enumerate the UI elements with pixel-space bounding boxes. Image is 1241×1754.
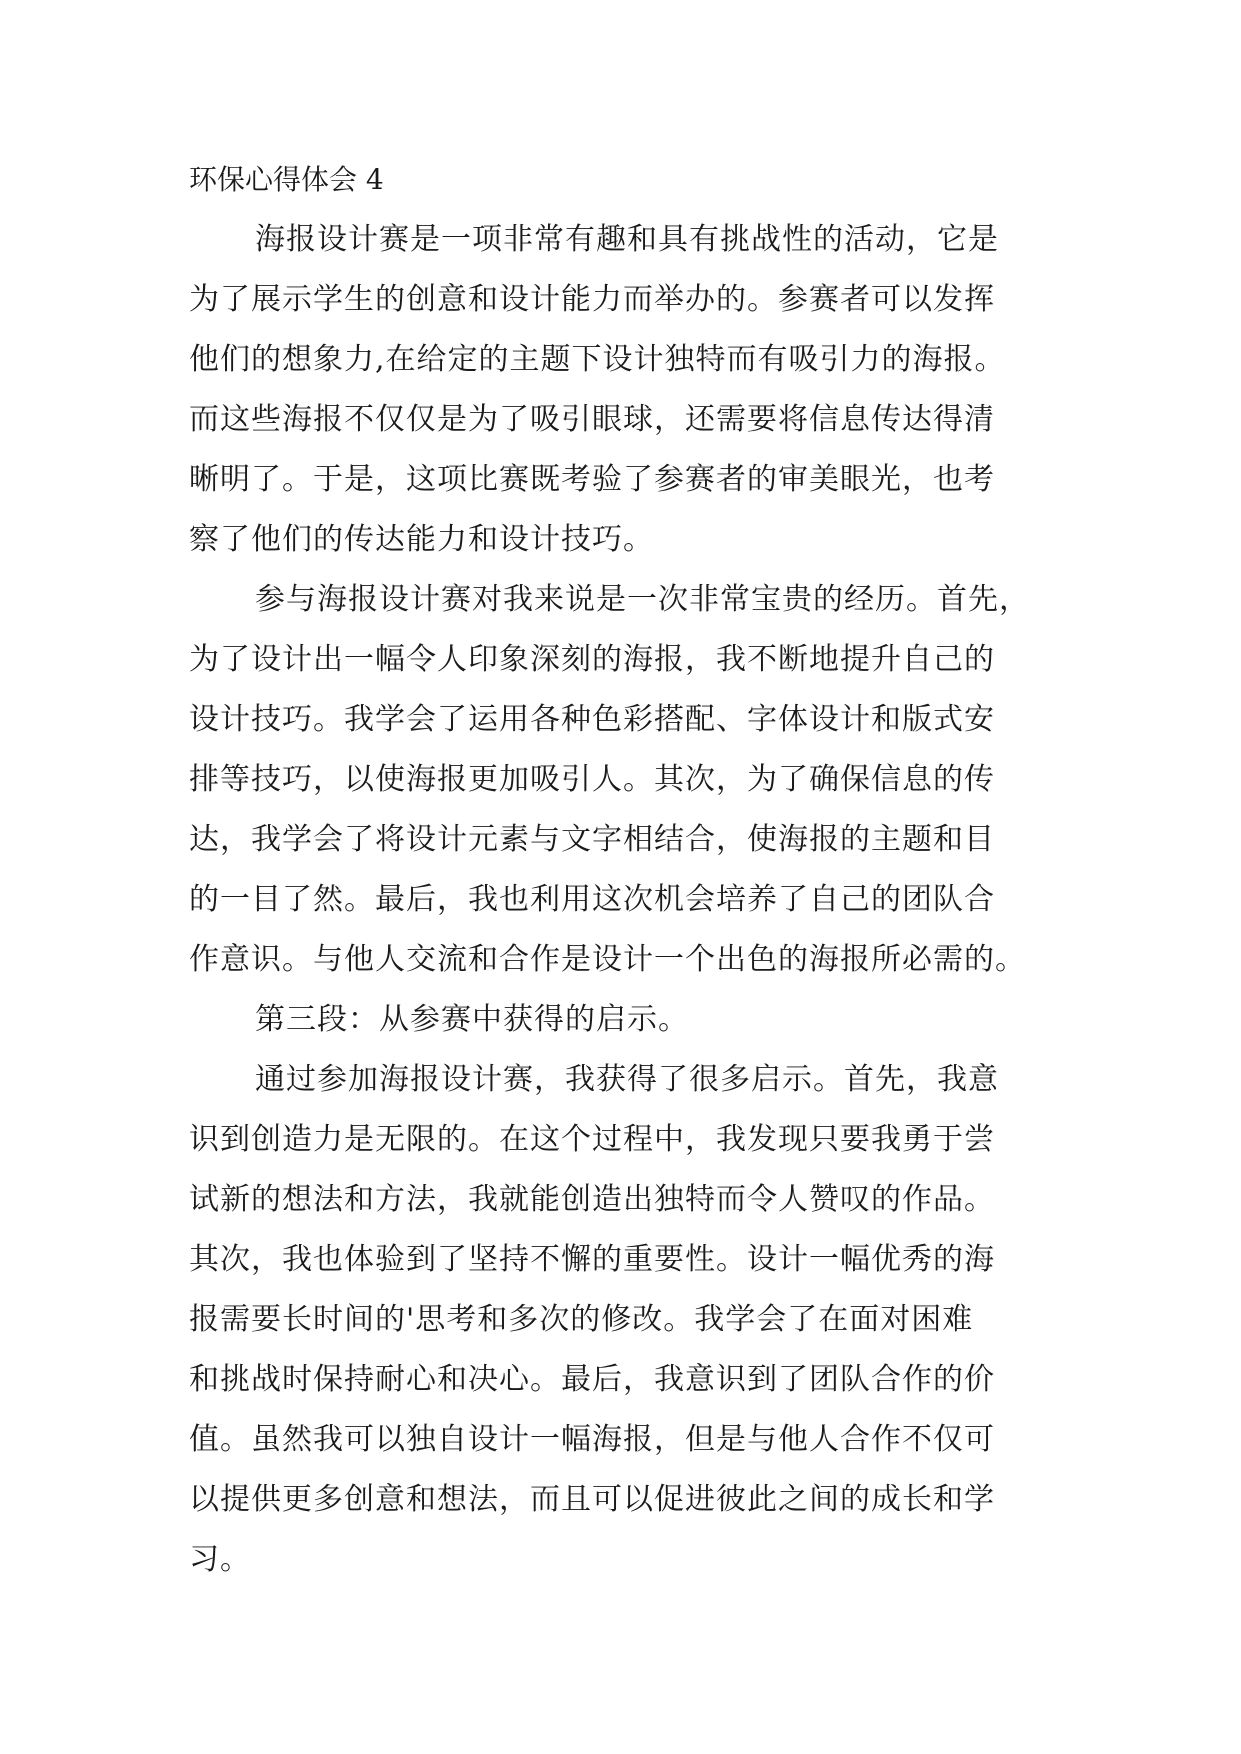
paragraph-line: 海报设计赛是一项非常有趣和具有挑战性的活动，它是	[255, 222, 999, 257]
paragraph-line: 其次，我也体验到了坚持不懈的重要性。设计一幅优秀的海	[189, 1242, 995, 1277]
paragraph-line: 和挑战时保持耐心和决心。最后，我意识到了团队合作的价	[189, 1362, 995, 1397]
paragraph-line: 他们的想象力,在给定的主题下设计独特而有吸引力的海报。	[189, 342, 1006, 377]
document-title: 环保心得体会 4	[189, 163, 384, 196]
paragraph-line: 第三段：从参赛中获得的启示。	[255, 1002, 689, 1037]
paragraph-line: 识到创造力是无限的。在这个过程中，我发现只要我勇于尝	[189, 1122, 995, 1157]
paragraph-line: 作意识。与他人交流和合作是设计一个出色的海报所必需的。	[189, 942, 1026, 977]
paragraph-line: 为了设计出一幅令人印象深刻的海报，我不断地提升自己的	[189, 642, 995, 677]
paragraph-line: 习。	[189, 1542, 251, 1577]
paragraph-line: 试新的想法和方法，我就能创造出独特而令人赞叹的作品。	[189, 1182, 995, 1217]
paragraph	[189, 210, 1051, 570]
paragraph	[189, 570, 1051, 990]
paragraph-line: 晰明了。于是，这项比赛既考验了参赛者的审美眼光，也考	[189, 462, 995, 497]
paragraph-line: 通过参加海报设计赛，我获得了很多启示。首先，我意	[255, 1062, 999, 1097]
paragraph-line: 参与海报设计赛对我来说是一次非常宝贵的经历。首先，	[255, 582, 1030, 617]
paragraph-line: 报需要长时间的'思考和多次的修改。我学会了在面对困难	[189, 1302, 974, 1337]
paragraph-line: 为了展示学生的创意和设计能力而举办的。参赛者可以发挥	[189, 282, 995, 317]
paragraph	[189, 990, 1051, 1050]
paragraph-line: 值。虽然我可以独自设计一幅海报，但是与他人合作不仅可	[189, 1422, 995, 1457]
paragraph-line: 达，我学会了将设计元素与文字相结合，使海报的主题和目	[189, 822, 995, 857]
paragraph-line: 排等技巧，以使海报更加吸引人。其次，为了确保信息的传	[189, 762, 995, 797]
paragraph-line: 以提供更多创意和想法，而且可以促进彼此之间的成长和学	[189, 1482, 995, 1517]
paragraph-list	[189, 210, 1051, 1590]
paragraph-line: 而这些海报不仅仅是为了吸引眼球，还需要将信息传达得清	[189, 402, 995, 437]
paragraph-line: 设计技巧。我学会了运用各种色彩搭配、字体设计和版式安	[189, 702, 995, 737]
paragraph-line: 的一目了然。最后，我也利用这次机会培养了自己的团队合	[189, 882, 995, 917]
document-body	[189, 150, 1051, 1590]
paragraph	[189, 1050, 1051, 1590]
paragraph-line: 察了他们的传达能力和设计技巧。	[189, 522, 654, 557]
